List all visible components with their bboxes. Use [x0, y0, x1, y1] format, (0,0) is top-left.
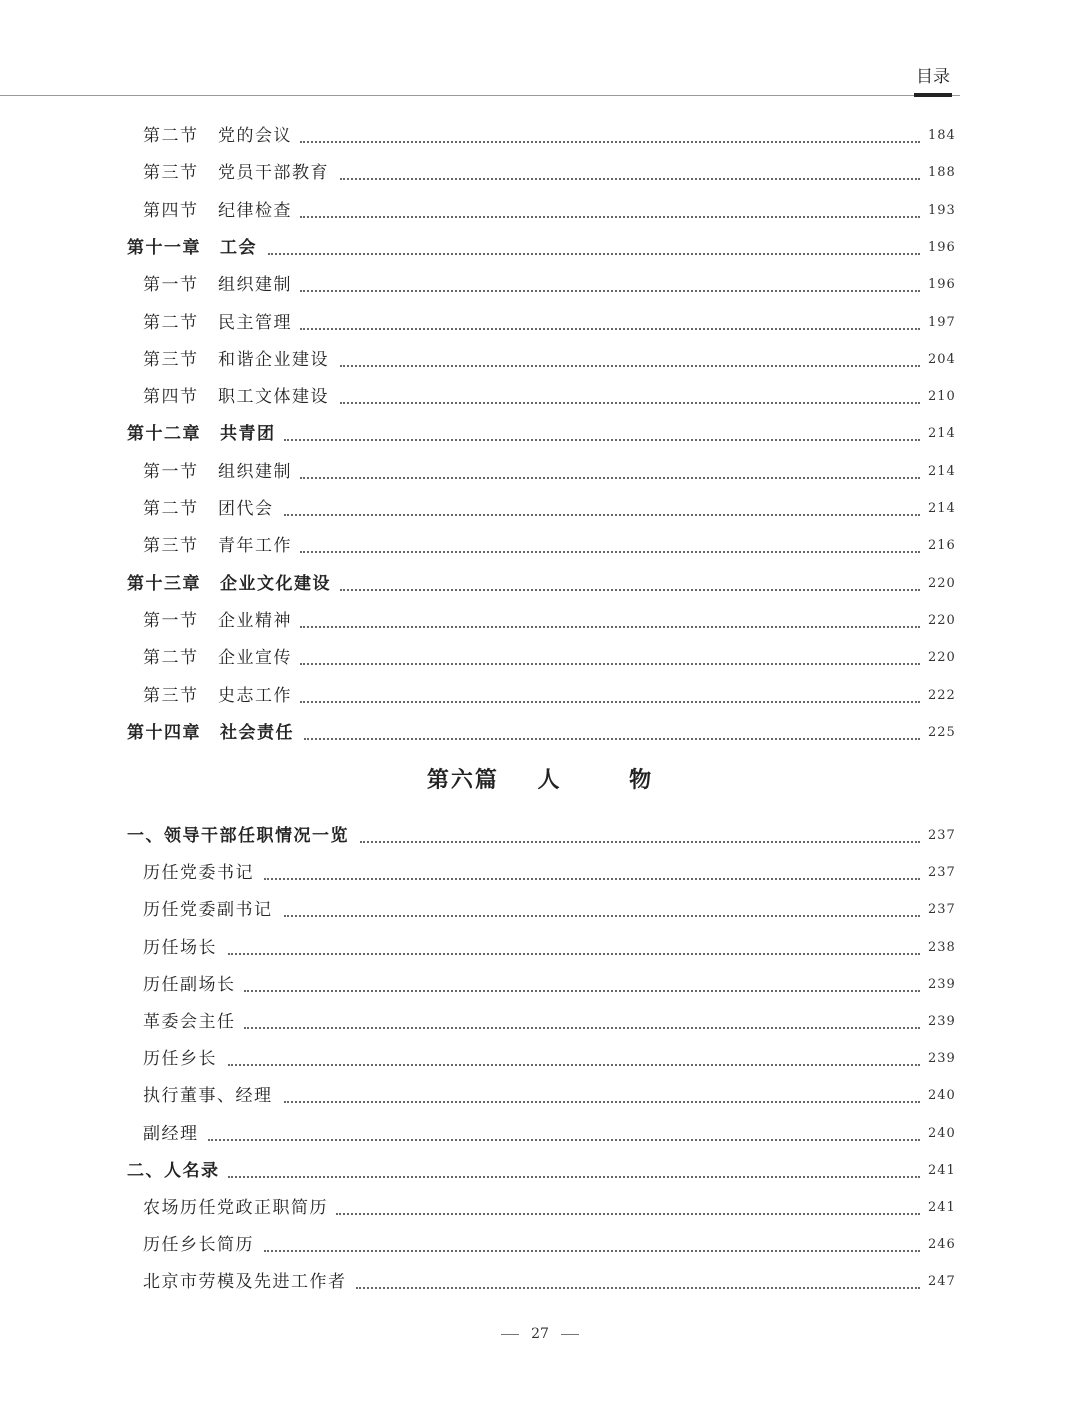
toc-entry[interactable]: [0, 681, 1080, 711]
toc-entry-label: 第十四章: [127, 722, 201, 743]
running-header-title: 目录: [916, 67, 950, 87]
toc-page-number: 220: [928, 612, 956, 628]
part-heading: [0, 763, 1080, 794]
toc-entry[interactable]: [0, 196, 1080, 226]
toc-entry-title: 历任乡长简历: [143, 1235, 254, 1256]
part-heading-number: 第六篇: [426, 767, 499, 793]
toc-leader-dots: [284, 1101, 920, 1103]
toc-entry-label: 第一节: [143, 610, 199, 631]
toc-page-number: 239: [928, 976, 956, 992]
toc-entry-title: 一、领导干部任职情况一览: [127, 826, 349, 846]
toc-page-number: 214: [928, 501, 956, 516]
toc-entry-title: 共青团: [220, 424, 276, 445]
toc-page-number: 210: [928, 389, 956, 405]
toc-page-number: 188: [928, 165, 956, 181]
toc-entry-label: 第十三章: [127, 573, 201, 594]
toc-entry-title: 历任党委书记: [143, 863, 254, 884]
toc-leader-dots: [300, 663, 920, 665]
toc-entry-title: 青年工作: [218, 536, 292, 557]
toc-page-number: 197: [928, 314, 956, 330]
toc-leader-dots: [356, 1287, 920, 1289]
toc-leader-dots: [300, 141, 920, 143]
toc-entry[interactable]: [0, 1193, 1080, 1223]
toc-leader-dots: [336, 1213, 920, 1215]
toc-page-number: 237: [928, 865, 956, 881]
toc-page-number: 238: [928, 939, 956, 955]
toc-entry-title: 史志工作: [218, 685, 292, 706]
toc-entry-title: 社会责任: [220, 722, 294, 743]
toc-page-number: 214: [928, 463, 956, 479]
toc-page-number: 196: [928, 239, 956, 255]
toc-entry-label: 第十一章: [127, 237, 201, 258]
toc-entry-title: 执行董事、经理: [143, 1086, 273, 1107]
toc-leader-dots: [340, 402, 920, 404]
toc-entry[interactable]: [0, 382, 1080, 412]
toc-page-number: 204: [928, 351, 956, 367]
toc-entry[interactable]: [0, 606, 1080, 636]
toc-entry[interactable]: [0, 1081, 1080, 1111]
toc-leader-dots: [228, 1064, 920, 1066]
toc-leader-dots: [300, 290, 920, 292]
toc-leader-dots: [300, 328, 920, 330]
toc-leader-dots: [284, 915, 920, 917]
toc-page-number: 220: [928, 650, 956, 666]
toc-page-number: 220: [928, 575, 956, 591]
toc-entry-title: 职工文体建设: [218, 387, 329, 408]
toc-entry-title: 组织建制: [218, 461, 292, 482]
toc-leader-dots: [284, 439, 920, 441]
part-heading-char-1: 人: [537, 767, 562, 793]
toc-entry[interactable]: [0, 933, 1080, 963]
toc-page-number: 196: [928, 277, 956, 293]
toc-leader-dots: [300, 626, 920, 628]
toc-entry[interactable]: [0, 270, 1080, 300]
toc-page-number: 193: [928, 202, 956, 218]
toc-page-number: 184: [928, 128, 956, 143]
header-rule: [0, 95, 960, 96]
toc-entry[interactable]: [0, 121, 1080, 151]
toc-page-number: 239: [928, 1051, 956, 1067]
toc-leader-dots: [340, 589, 920, 591]
toc-entry-label: 第四节: [143, 200, 199, 221]
toc-leader-dots: [360, 841, 920, 843]
toc-leader-dots: [340, 365, 920, 367]
part-heading-char-2: 物: [629, 767, 654, 793]
toc-entry-label: 第二节: [143, 126, 199, 146]
toc-leader-dots: [300, 551, 920, 553]
toc-entry-title: 北京市劳模及先进工作者: [143, 1272, 347, 1293]
toc-leader-dots: [300, 701, 920, 703]
toc-page-number: 241: [928, 1200, 956, 1215]
toc-entry-title: 二、人名录: [127, 1160, 220, 1181]
toc-page-number: 237: [928, 828, 956, 843]
footer-dash-right: [561, 1334, 579, 1335]
toc-entry-title: 企业文化建设: [220, 573, 331, 594]
toc-entry-label: 第三节: [143, 685, 199, 706]
toc-entry-label: 第二节: [143, 312, 199, 333]
toc-entry-label: 第二节: [143, 499, 199, 519]
toc-entry-title: 纪律检查: [218, 200, 292, 221]
toc-entry-label: 第一节: [143, 275, 199, 296]
toc-entry[interactable]: [0, 1044, 1080, 1074]
toc-entry-title: 企业精神: [218, 610, 292, 631]
toc-entry[interactable]: [0, 531, 1080, 561]
toc-leader-dots: [340, 178, 920, 180]
toc-page-number: 247: [928, 1274, 956, 1290]
toc-leader-dots: [300, 477, 920, 479]
toc-entry-title: 组织建制: [218, 275, 292, 296]
toc-entry-label: 第十二章: [127, 424, 201, 445]
page-number: 27: [531, 1326, 549, 1342]
toc-leader-dots: [264, 878, 920, 880]
toc-entry-title: 团代会: [218, 499, 274, 519]
toc-leader-dots: [304, 738, 920, 740]
toc-chapter-entry[interactable]: [0, 419, 1080, 449]
toc-part-entry[interactable]: [0, 821, 1080, 851]
toc-part-entry[interactable]: [0, 1156, 1080, 1186]
toc-entry-title: 和谐企业建设: [218, 349, 329, 370]
toc-entry-label: 第二节: [143, 648, 199, 669]
toc-entry-label: 第四节: [143, 387, 199, 408]
toc-entry[interactable]: [0, 1007, 1080, 1037]
header-accent-bar: [914, 93, 952, 97]
toc-entry-label: 第一节: [143, 461, 199, 482]
toc-page-number: 241: [928, 1162, 956, 1178]
toc-leader-dots: [264, 1250, 920, 1252]
toc-entry-title: 历任场长: [143, 937, 217, 958]
toc-page-number: 225: [928, 724, 956, 740]
toc-leader-dots: [284, 514, 920, 516]
toc-leader-dots: [228, 1176, 920, 1178]
toc-entry-title: 副经理: [143, 1123, 199, 1144]
toc-page-number: 240: [928, 1088, 956, 1104]
toc-page-number: 246: [928, 1237, 956, 1253]
toc-page-number: 239: [928, 1014, 956, 1029]
toc-entry[interactable]: [0, 158, 1080, 188]
toc-leader-dots: [244, 990, 920, 992]
toc-entry[interactable]: [0, 494, 1080, 524]
toc-entry-title: 革委会主任: [143, 1012, 236, 1032]
toc-entry-title: 党员干部教育: [218, 163, 329, 184]
toc-leader-dots: [268, 253, 920, 255]
toc-page-number: 214: [928, 426, 956, 442]
toc-entry[interactable]: [0, 1267, 1080, 1297]
toc-entry[interactable]: [0, 643, 1080, 673]
toc-entry-title: 历任副场长: [143, 974, 236, 995]
toc-leader-dots: [208, 1139, 920, 1141]
toc-entry-title: 党的会议: [218, 126, 292, 146]
toc-page-number: 237: [928, 902, 956, 918]
toc-chapter-entry[interactable]: [0, 569, 1080, 599]
toc-entry-label: 第三节: [143, 536, 199, 557]
toc-entry-title: 农场历任党政正职简历: [143, 1198, 328, 1218]
toc-entry-label: 第三节: [143, 349, 199, 370]
page-footer: [0, 1326, 1080, 1342]
toc-leader-dots: [300, 216, 920, 218]
toc-chapter-entry[interactable]: [0, 233, 1080, 263]
toc-leader-dots: [244, 1027, 920, 1029]
toc-entry-label: 第三节: [143, 163, 199, 184]
toc-entry[interactable]: [0, 308, 1080, 338]
toc-leader-dots: [228, 953, 920, 955]
toc-entry[interactable]: [0, 345, 1080, 375]
toc-entry[interactable]: [0, 1119, 1080, 1149]
toc-page-number: 222: [928, 687, 956, 703]
toc-page-number: 240: [928, 1125, 956, 1141]
toc-entry[interactable]: [0, 1230, 1080, 1260]
toc-entry[interactable]: [0, 457, 1080, 487]
toc-page-number: 216: [928, 538, 956, 554]
toc-entry-title: 历任乡长: [143, 1049, 217, 1070]
toc-entry-title: 民主管理: [218, 312, 292, 333]
footer-dash-left: [501, 1334, 519, 1335]
toc-entry[interactable]: [0, 970, 1080, 1000]
toc-chapter-entry[interactable]: [0, 718, 1080, 748]
toc-entry-title: 企业宣传: [218, 648, 292, 669]
toc-entry-title: 工会: [220, 237, 257, 258]
toc-entry[interactable]: [0, 895, 1080, 925]
toc-entry-title: 历任党委副书记: [143, 900, 273, 921]
toc-entry[interactable]: [0, 858, 1080, 888]
